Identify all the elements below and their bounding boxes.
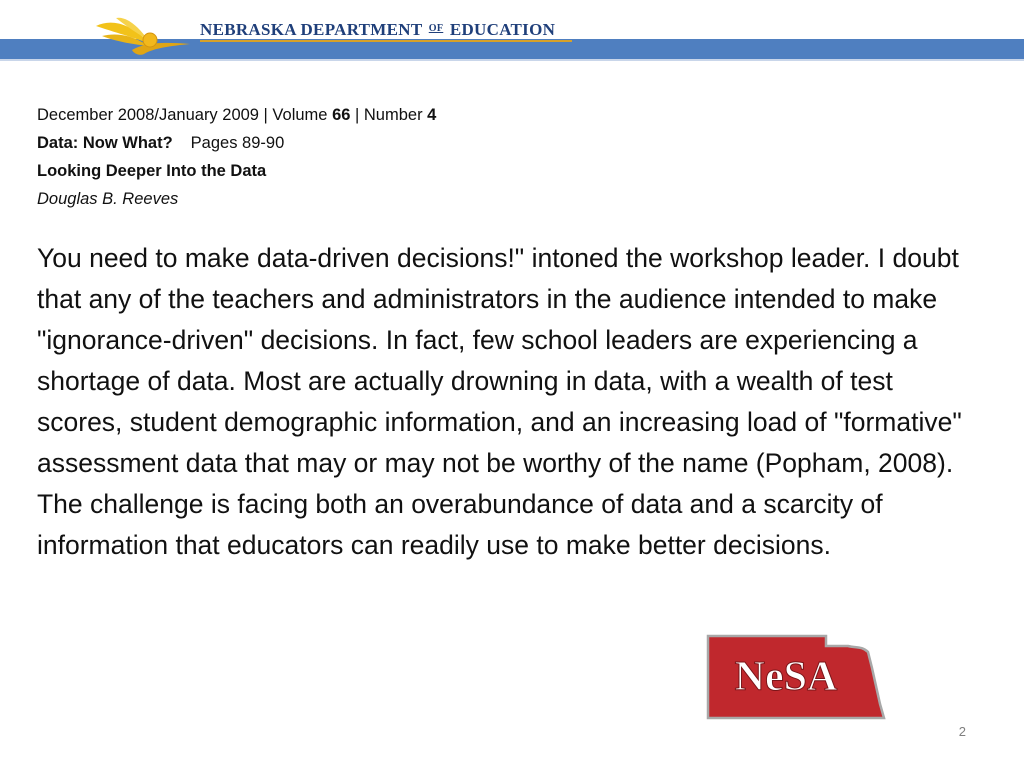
- section-line: [37, 129, 737, 157]
- number-label: | Number: [350, 106, 428, 124]
- org-name-of: OF: [428, 23, 444, 34]
- sun-bird-logo-icon: [92, 14, 192, 60]
- author-line: [37, 185, 737, 213]
- nesa-logo-text: NeSA: [734, 654, 838, 700]
- article-title: Looking Deeper Into the Data: [37, 162, 267, 180]
- page-number: 2: [958, 724, 966, 739]
- title-line: [37, 157, 737, 185]
- section-title: Data: Now What?: [37, 134, 173, 152]
- article-body: You need to make data-driven decisions!" intoned the workshop leader. I doubt that any of the teachers and administrators in the audience intended to make "ignorance-driven" decisions. In fact, few school leaders are experiencing a shortage of data. Most are actually drowning in data, with a wealth of test scores, student demographic information, and an increasing load of "formative" assessment data that may or may not be worthy of the name (Popham, 2008). The challenge is facing both an overabundance of data and a scarcity of information that educators can readily use to make better decisions.: [37, 243, 962, 560]
- issue-date: December 2008/January 2009 | Volume: [37, 106, 333, 124]
- volume-number: 66: [332, 106, 351, 124]
- issue-number: 4: [427, 106, 437, 124]
- page-range: Pages 89-90: [190, 134, 285, 152]
- issue-line: [37, 101, 737, 129]
- article-author: Douglas B. Reeves: [37, 190, 179, 208]
- org-underline: [200, 40, 572, 42]
- org-name-part1: NEBRASKA DEPARTMENT: [200, 20, 423, 39]
- nesa-logo: [706, 634, 886, 720]
- org-name-part2: EDUCATION: [449, 20, 556, 39]
- article-meta: [37, 101, 737, 213]
